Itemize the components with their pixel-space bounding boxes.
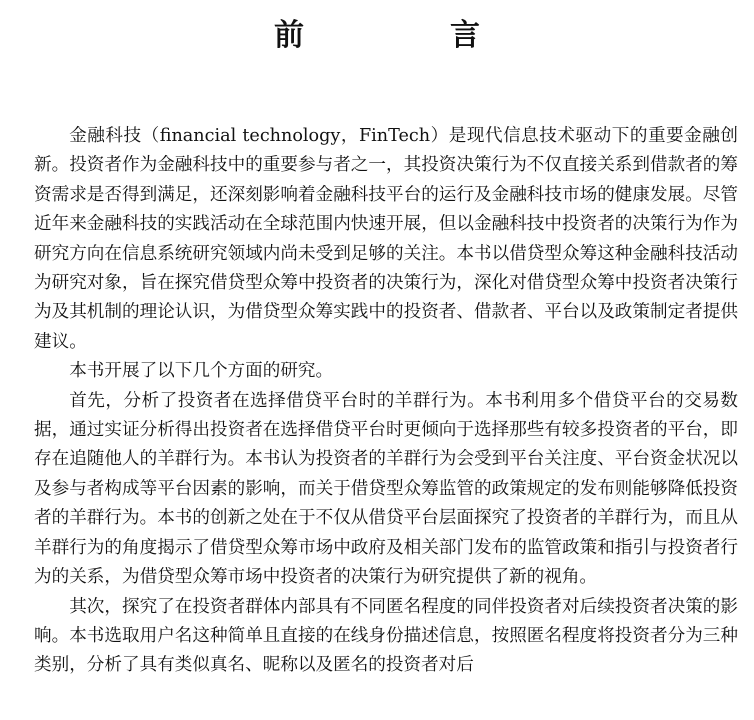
- paragraph-intro: 金融科技（financial technology，FinTech）是现代信息技术驱动下的重要金融创新。投资者作为金融科技中的重要参与者之一，其投资决策行为不仅直接关系到借款者的筹资需求是否得到满足，还深刻影响着金融科技平台的运行及金融科技市场的健康发展。尽管近年来金融科技的实践活动在全球范围内快速开展，但以金融科技中投资者的决策行为作为研究方向在信息系统研究领域内尚未受到足够的关注。本书以借贷型众筹这种金融科技活动为研究对象，旨在探究借贷型众筹中投资者的决策行为，深化对借贷型众筹中投资者决策行为及其机制的理论认识，为借贷型众筹实践中的投资者、借款者、平台以及政策制定者提供建议。: [34, 126, 738, 352]
- page-title: 前 言: [274, 18, 538, 53]
- paragraph-second-study: 其次，探究了在投资者群体内部具有不同匿名程度的同伴投资者对后续投资者决策的影响。本书选取用户名这种简单且直接的在线身份描述信息，按照匿名程度将投资者分为三种类别，分析了具有类似真名、昵称以及匿名的投资者对后: [34, 596, 738, 676]
- document-body: [34, 122, 738, 681]
- paragraph-first-study: 首先，分析了投资者在选择借贷平台时的羊群行为。本书利用多个借贷平台的交易数据，通过实证分析得出投资者在选择借贷平台时更倾向于选择那些有较多投资者的平台，即存在追随他人的羊群行为。本书认为投资者的羊群行为会受到平台关注度、平台资金状况以及参与者构成等平台因素的影响，而关于借贷型众筹监管的政策规定的发布则能够降低投资者的羊群行为。本书的创新之处在于不仅从借贷平台层面探究了投资者的羊群行为，而且从羊群行为的角度揭示了借贷型众筹市场中政府及相关部门发布的监管政策和指引与投资者行为的关系，为借贷型众筹市场中投资者的决策行为研究提供了新的视角。: [34, 390, 738, 588]
- paragraph-overview: 本书开展了以下几个方面的研究。: [69, 361, 334, 382]
